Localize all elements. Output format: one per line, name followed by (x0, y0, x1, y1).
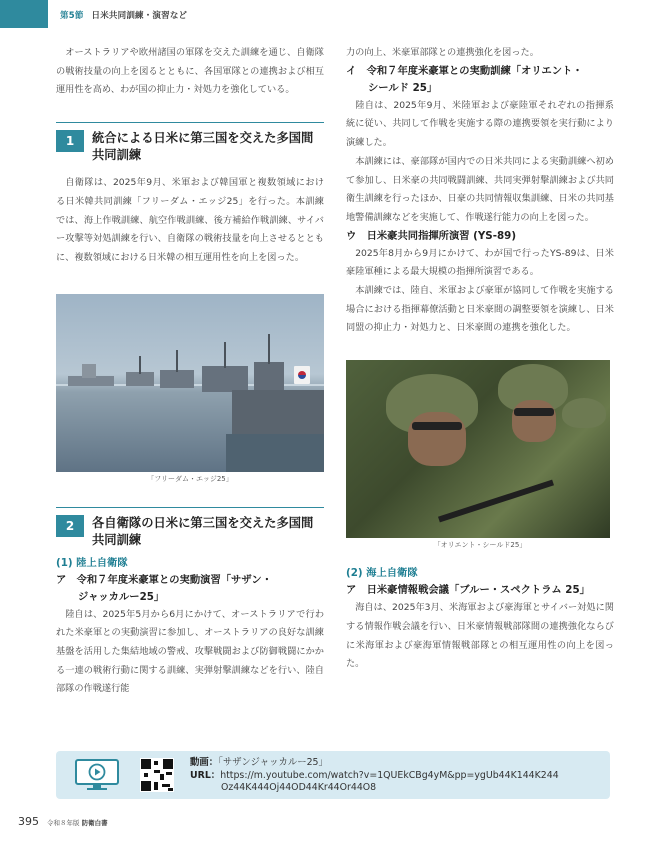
ship-shape (126, 372, 154, 386)
left-column (56, 44, 324, 699)
ship-shape (202, 366, 248, 392)
section-1-heading (56, 122, 324, 164)
section-label (60, 9, 187, 21)
ship-mast (139, 356, 141, 374)
book-name: 防衛白書 (81, 819, 108, 827)
ship-shape (232, 390, 324, 434)
item-heading-line-2: ジャッカルー25」 (78, 590, 165, 603)
section-2-number: 2 (56, 515, 84, 537)
photo-2-caption: 「オリエント・シールド25」 (433, 541, 527, 550)
section-1-title: 統合による日米に第三国を交えた多国間共同訓練 (92, 131, 314, 163)
ship-mast (224, 342, 226, 368)
item-southern-jackaroo-body: 陸自は、2025年5月から6月にかけて、オーストラリアで行われた米豪軍との実動演習に参加し、オーストラリアの良好な訓練基盤を活用した集結地域の警戒、攻撃戦闘および防御戦闘にかかる一連の戦術行動に関する訓練、実弾射撃訓練などを行い、陸自部隊の作戦遂行能 (56, 608, 324, 695)
section-number: 第5節 (60, 11, 84, 21)
soldier-face (512, 400, 556, 442)
item-ys89-body-2: 本訓練では、陸自、米軍および豪軍が協同して作戦を実施する場合における指揮幕僚活動と日米豪間の調整要領を演練し、日米同盟の抑止力・対処力と、日米豪間の連携を強化した。 (346, 285, 614, 334)
item-heading-line-1: ア 令和７年度米豪軍との実動演習「サザン・ (56, 573, 273, 586)
ship-shape (82, 364, 96, 378)
continued-paragraph: 力の向上、米豪軍部隊との連携強化を図った。 (346, 47, 539, 58)
right-column (346, 44, 614, 674)
photo-1-caption: 「フリーダム・エッジ25」 (147, 474, 233, 483)
qr-code[interactable] (140, 758, 174, 792)
soldier-goggles (514, 408, 554, 416)
item-heading-line-2: シールド 25」 (368, 81, 438, 94)
section-2-title: 各自衛隊の日米に第三国を交えた多国間共同訓練 (92, 515, 314, 547)
item-orient-shield-heading (346, 63, 614, 97)
page-number: 395 (18, 815, 39, 828)
freedom-edge-photo (56, 294, 324, 472)
orient-shield-photo (346, 360, 610, 538)
subsection-ground-sdf: (1) 陸上自衛隊 (56, 556, 128, 569)
item-blue-spectrum-body: 海自は、2025年3月、米海軍および豪海軍とサイバー対処に関する情報作戦会議を行い、日米豪情報戦部隊間の連携強化ならびに米海軍および豪海軍情報戦部隊との相互運用性の向上を図った。 (346, 602, 614, 670)
video-text (190, 757, 559, 795)
book-edition: 令和８年版 (47, 819, 80, 827)
video-url-part-2[interactable]: Oz44K444Oj44OD44Kr44Or44O8 (221, 782, 377, 793)
video-url-part-1[interactable]: https://m.youtube.com/watch?v=1QUEkCBg4yM&pp=ygUb44K144K244 (220, 769, 559, 781)
book-title (47, 819, 108, 827)
item-ys89-body-1: 2025年8月から9月にかけて、わが国で行ったYS-89は、日米豪陸軍種による最大規模の指揮所演習である。 (346, 247, 614, 278)
ship-mast (268, 334, 270, 364)
soldier-helmet (562, 398, 606, 428)
section-title: 日米共同訓練・演習など (91, 11, 188, 21)
page-header (0, 0, 658, 32)
video-label: 動画： (190, 757, 219, 768)
video-monitor-icon (74, 759, 120, 791)
page-footer (18, 815, 108, 828)
item-orient-shield-body-1: 陸自は、2025年9月、米陸軍および豪陸軍それぞれの指揮系統に従い、共同して作戦を実施する際の連携要領を実行動により演練した。 (346, 99, 614, 149)
item-orient-shield-body-2: 本訓練には、豪部隊が国内での日米共同による実動訓練へ初めて参加し、日米豪の共同戦闘訓練、共同実弾射撃訓練および共同衛生訓練を行ったほか、日豪の共同情報収集訓練、日米の共同基地警備訓練などを実施して、作戦遂行能力の向上を図った。 (346, 155, 614, 223)
subsection-maritime-sdf: (2) 海上自衛隊 (346, 567, 418, 580)
ship-bow (226, 434, 324, 472)
header-color-tab (0, 0, 48, 28)
item-blue-spectrum-heading: ア 日米豪情報戦会議「ブルー・スペクトラム 25」 (346, 584, 590, 597)
video-title: 「サザンジャッカルー25」 (218, 757, 328, 768)
intro-paragraph: オーストラリアや欧州諸国の軍隊を交えた訓練を通じ、自衛隊の戦術技量の向上を図るとともに、各国軍隊との連携および相互運用性を高め、わが国の抑止力・対処力を強化している。 (56, 47, 324, 96)
item-heading-line-1: イ 令和７年度米豪軍との実動訓練「オリエント・ (346, 64, 583, 77)
item-ys89-heading: ウ 日米豪共同指揮所演習 (YS-89) (346, 229, 517, 242)
item-southern-jackaroo-heading (56, 572, 324, 606)
section-1-number: 1 (56, 130, 84, 152)
rifle-shape (438, 480, 554, 523)
url-label: URL： (190, 769, 221, 781)
video-info-box (56, 751, 610, 799)
url-line[interactable] (190, 770, 559, 783)
video-title-line (190, 757, 559, 770)
soldier-face (408, 412, 466, 466)
section-1-body: 自衛隊は、2025年9月、米軍および韓国軍と複数領域における日米韓共同訓練「フリーダム・エッジ25」を行った。本訓練では、海上作戦訓練、航空作戦訓練、後方補給作戦訓練、サイバー攻撃等対処訓練を行い、自衛隊の戦術技量を向上させるとともに、複数領域における日米韓の相互運用性を向上を図った。 (56, 177, 324, 263)
korean-flag-icon (294, 366, 310, 384)
section-2-heading (56, 507, 324, 549)
soldier-goggles (412, 422, 462, 430)
ship-shape (160, 370, 194, 388)
ship-mast (176, 350, 178, 372)
